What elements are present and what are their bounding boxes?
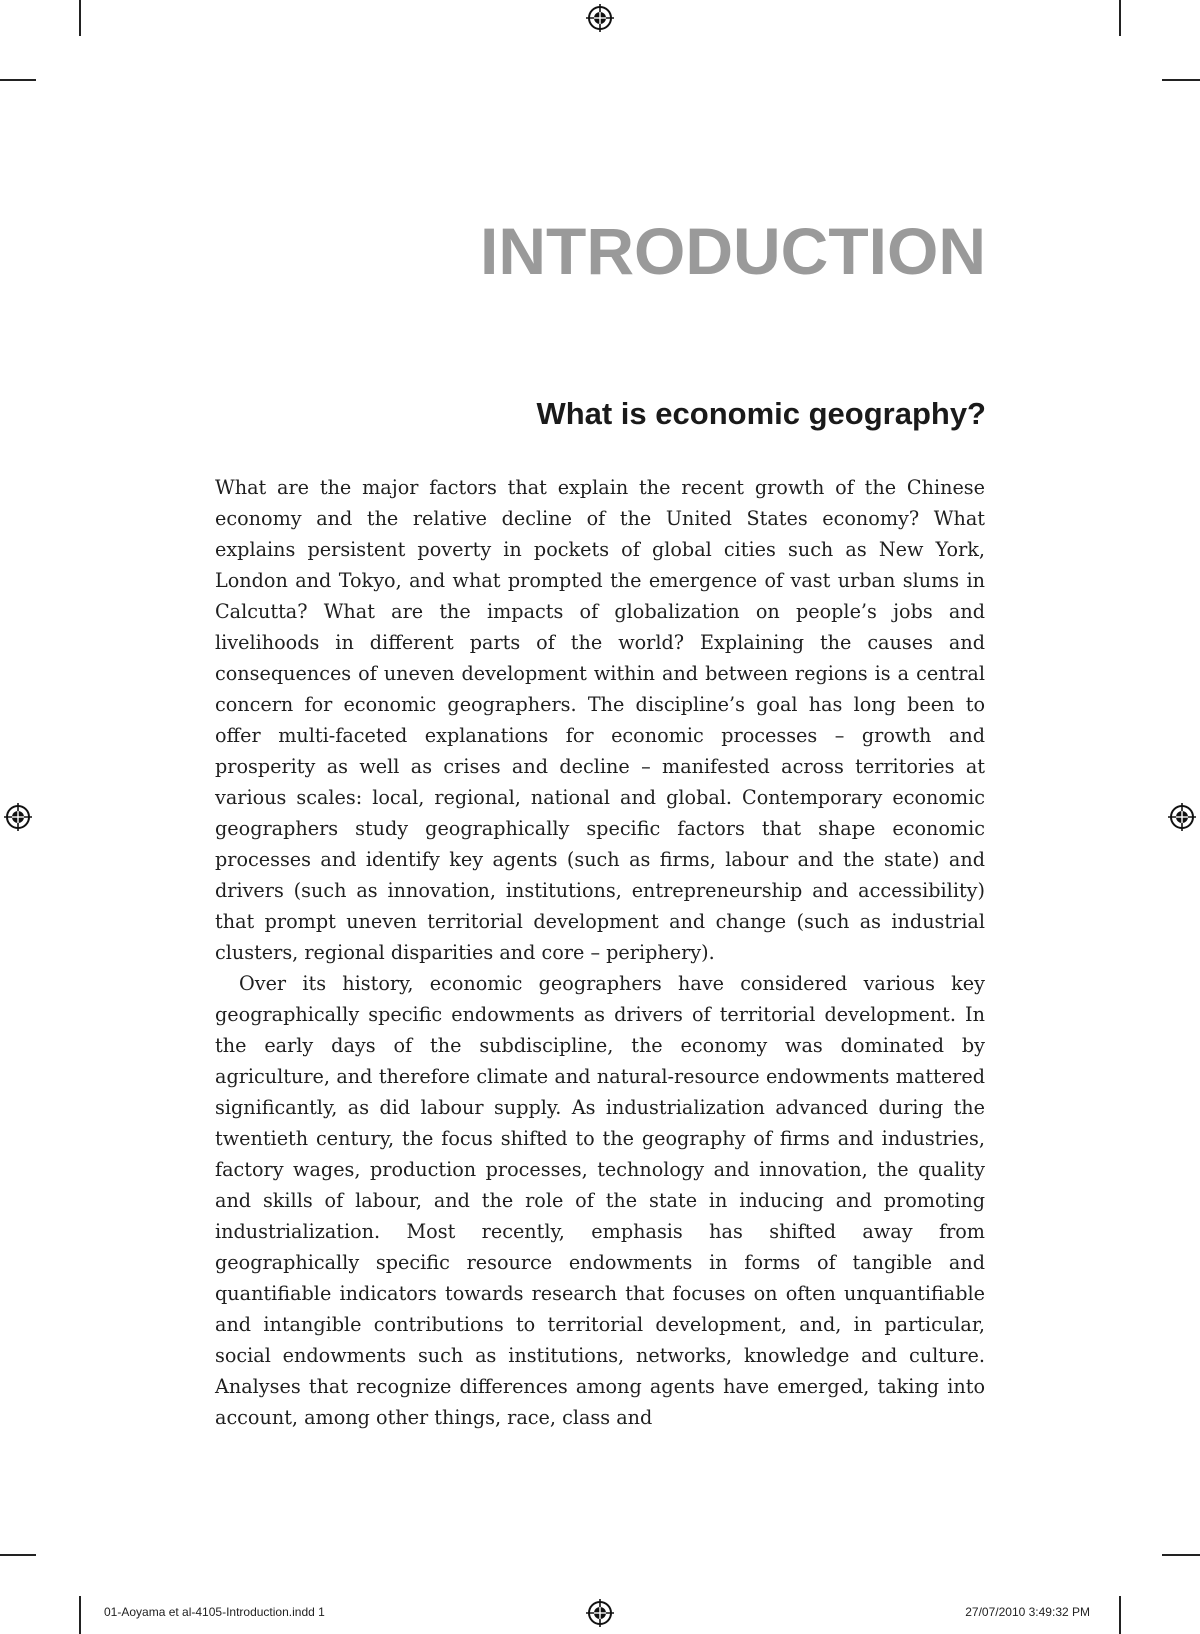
crop-mark-bottom-right-vertical	[1119, 1596, 1121, 1634]
registration-mark-icon	[1167, 802, 1197, 832]
section-heading: What is economic geography?	[536, 396, 986, 431]
slug-timestamp: 27/07/2010 3:49:32 PM	[965, 1605, 1090, 1619]
registration-mark-icon	[3, 802, 33, 832]
crop-mark-top-left-horizontal	[0, 79, 36, 81]
registration-mark-icon	[585, 3, 615, 33]
paragraph: Over its history, economic geographers have considered various key geographically specific endowments as drivers of territorial development. In the early days of the subdiscipline, the economy was dominated by agriculture, and therefore climate and natural-resource endowments mattered significantly, as did labour supply. As industrialization advanced during the twentieth century, the focus shifted to the geography of firms and industries, factory wages, production processes, technology and innovation, the quality and skills of labour, and the role of the state in inducing and promoting industrialization. Most recently, emphasis has shifted away from geographically specific resource endowments in forms of tangible and quantifiable indicators towards research that focuses on often unquantifiable and intangible contributions to territorial development, and, in particular, social endowments such as institutions, networks, knowledge and culture. Analyses that recognize differences among agents have emerged, taking into account, among other things, race, class and	[215, 972, 985, 1429]
registration-mark-icon	[585, 1598, 615, 1628]
crop-mark-top-left-vertical	[79, 0, 81, 36]
body-text	[215, 472, 985, 1433]
crop-mark-bottom-left-vertical	[79, 1596, 81, 1634]
crop-mark-bottom-left-horizontal	[0, 1554, 36, 1556]
slug-filename: 01-Aoyama et al-4105-Introduction.indd 1	[104, 1605, 325, 1619]
crop-mark-top-right-vertical	[1119, 0, 1121, 36]
chapter-title: INTRODUCTION	[480, 214, 986, 288]
crop-mark-bottom-right-horizontal	[1162, 1554, 1200, 1556]
paragraph: What are the major factors that explain the recent growth of the Chinese economy and the relative decline of the United States economy? What explains persistent poverty in pockets of global cities such as New York, London and Tokyo, and what prompted the emergence of vast urban slums in Calcutta? What are the impacts of globalization on people’s jobs and livelihoods in different parts of the world? Explaining the causes and consequences of uneven development within and between regions is a central concern for economic geographers. The discipline’s goal has long been to offer multi-faceted explanations for economic processes – growth and prosperity as well as crises and decline – manifested across territories at various scales: local, regional, national and global. Contemporary economic geographers study geographically specific factors that shape economic processes and identify key agents (such as firms, labour and the state) and drivers (such as innovation, institutions, entrepreneurship and accessibility) that prompt uneven territorial development and change (such as industrial clusters, regional disparities and core – periphery).	[215, 476, 985, 964]
crop-mark-top-right-horizontal	[1162, 79, 1200, 81]
